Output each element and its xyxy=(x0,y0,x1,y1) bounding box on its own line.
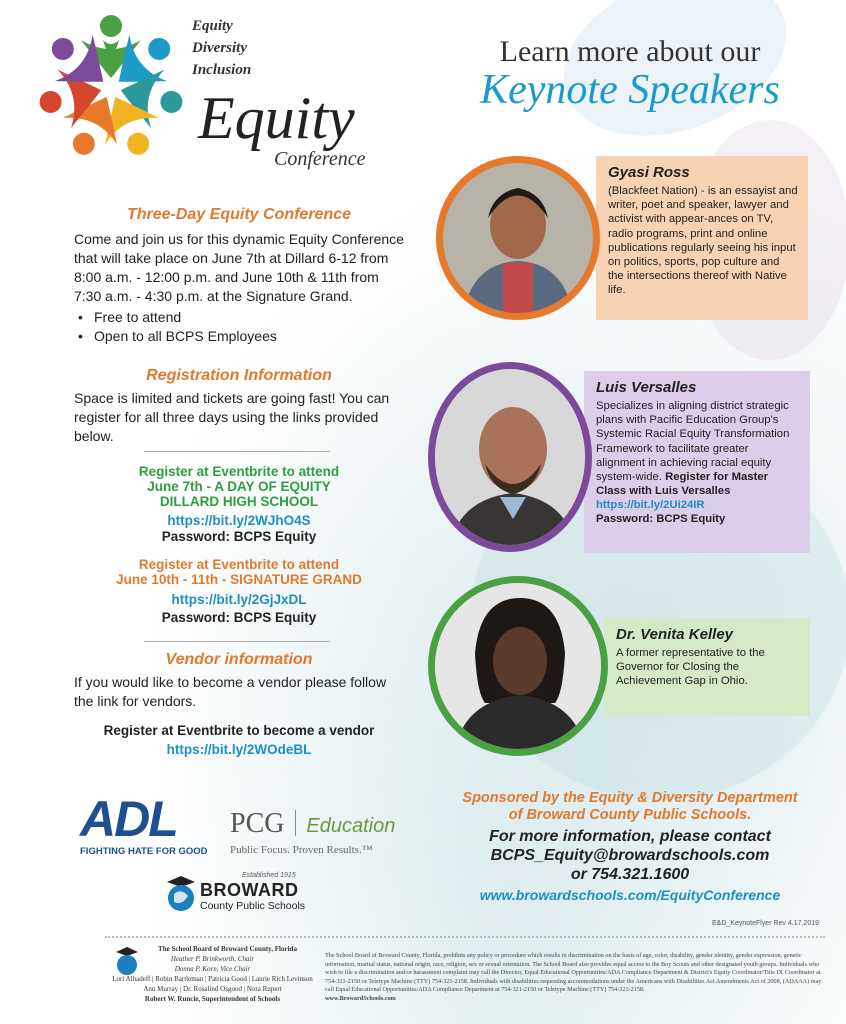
speaker-photo xyxy=(436,156,600,320)
dillard-password: Password: BCPS Equity xyxy=(161,529,317,544)
divider xyxy=(144,641,330,642)
speaker-bio-text: Specializes in aligning district strategic plans with Pacific Education Group's Systemic Racial Equity Transformation Framework to facilitate greater alignment in achieving racial equity system-wide. xyxy=(596,400,790,484)
nondiscrimination-notice xyxy=(325,952,825,1004)
signature-password: Password: BCPS Equity xyxy=(161,610,317,625)
footer-divider xyxy=(105,936,825,938)
people-circle-icon xyxy=(26,6,196,171)
portrait-placeholder-icon xyxy=(443,163,593,313)
adl-logo xyxy=(80,791,210,858)
signature-register-link[interactable]: https://bit.ly/2GjJxDL xyxy=(171,592,307,607)
dillard-register-line1: Register at Eventbrite to attend xyxy=(138,464,340,479)
logo-main-title: Equity xyxy=(198,85,355,151)
portrait-placeholder-icon xyxy=(435,583,601,749)
registration-body: Space is limited and tickets are going fast! You can register for all three days using the links provided below. xyxy=(74,390,390,444)
logo-conference-text: Conference xyxy=(274,148,366,170)
adl-wordmark: ADL xyxy=(80,791,177,847)
sponsor-line2: of Broward County Public Schools. xyxy=(508,807,752,823)
divider xyxy=(144,451,330,452)
master-class-link[interactable]: https://bit.ly/2Ui24IR xyxy=(596,499,705,512)
master-class-password: Password: BCPS Equity xyxy=(596,513,726,526)
superintendent: Robert W. Runcie, Superintendent of Schools xyxy=(144,995,281,1003)
bullet-item: • Open to all BCPS Employees xyxy=(74,327,404,346)
conference-bullets xyxy=(74,308,404,346)
contact-line: For more information, please contact xyxy=(489,828,771,845)
logo-inclusion-text: Inclusion xyxy=(192,62,252,78)
speaker-bio-card xyxy=(584,371,810,553)
vendor-body: If you would like to become a vendor please follow the link for vendors. xyxy=(74,674,387,709)
speaker-bio xyxy=(596,399,800,498)
broward-logo xyxy=(164,872,314,916)
dillard-register-line2: June 7th - A DAY OF EQUITY xyxy=(147,479,331,494)
logo-equity-text: Equity xyxy=(192,18,233,34)
notice-text: The School Board of Broward County, Florida, prohibits any policy or procedure which results in discrimination on the basis of age, color, disability, gender identity, gender expression, genetic information, marital status, national origin, race, religion, sex or sexual orientation. The School Board also provides equal access to the Boy Scouts and other designated youth groups. Individuals who wish to file a discrimination and/or harassment complaint may call the Director, Equal Educational Opportunities/ADA Compliance Department & District's Equity Coordinator/Title IX Coordinator at 754-321-2150 or Teletype Machine (TTY) 754-321-2158. Individuals with disabilities requesting accommodations under the Americans with Disabilities Act Amendments Act of 2008, (ADAAA) may call Equal Educational Opportunities/ADA Compliance Department at 754-321-2150 or Teletype Machine (TTY) 754-321-2158. xyxy=(325,952,822,994)
vendor-title: Vendor information xyxy=(165,651,313,668)
dillard-registration xyxy=(74,464,404,545)
speaker-name: Gyasi Ross xyxy=(608,164,690,181)
broward-subtitle: County Public Schools xyxy=(200,900,306,912)
board-members: Ann Murray | Dr. Rosalind Osgood | Nora Rupert xyxy=(143,985,282,993)
pcg-wordmark: PCG xyxy=(230,808,285,839)
registration-section xyxy=(74,367,404,446)
dillard-register-line3: DILLARD HIGH SCHOOL xyxy=(159,494,319,509)
speaker-photo xyxy=(428,576,608,756)
vendor-register-link[interactable]: https://bit.ly/2WOdeBL xyxy=(166,742,312,757)
conference-section xyxy=(74,206,404,346)
broward-established: Established 1915 xyxy=(242,872,296,879)
keynote-speakers-heading: Keynote Speakers xyxy=(480,67,780,113)
speaker-bio: A former representative to the Governor for Closing the Achievement Gap in Ohio. xyxy=(616,647,765,688)
website-link[interactable]: www.browardschools.com/EquityConference xyxy=(479,887,781,903)
speaker-bio: (Blackfeet Nation) - is an essayist and writer, poet and speaker, lawyer and activist with appear-ances on TV, radio programs, print and online publications regularly seeing his input on politics, sports, pop culture and the intersections thereof with Native life. xyxy=(608,185,798,297)
sponsor-line1: Sponsored by the Equity & Diversity Department xyxy=(462,790,798,806)
contact-email[interactable]: BCPS_Equity@browardschools.com xyxy=(490,847,770,864)
bullet-item: • Free to attend xyxy=(74,308,404,327)
learn-more-heading: Learn more about our xyxy=(499,35,761,68)
footer-url[interactable]: www.BrowardSchools.com xyxy=(325,994,396,1002)
signature-registration xyxy=(74,557,404,626)
dillard-register-link[interactable]: https://bit.ly/2WJhO4S xyxy=(167,513,311,528)
speaker-bio-card xyxy=(596,156,808,320)
board-chair: Heather P. Brinkworth, Chair xyxy=(170,955,255,963)
conference-title: Three-Day Equity Conference xyxy=(126,206,352,223)
speaker-name: Luis Versalles xyxy=(596,379,697,396)
logo-diversity-text: Diversity xyxy=(192,40,247,56)
broward-globe-icon xyxy=(164,874,198,912)
broward-wordmark: BROWARD xyxy=(200,880,299,900)
master-class-text: Register for Master Class with Luis Versalles xyxy=(596,471,769,498)
pcg-divider xyxy=(295,810,296,836)
board-vice-chair: Donna P. Korn, Vice Chair xyxy=(174,965,251,973)
speaker-bio-card xyxy=(604,618,810,716)
conference-body: Come and join us for this dynamic Equity Conference that will take place on June 7th at Dillard 6-12 from 8:00 a.m. - 12:00 p.m. and June 10th & 11th from 7:30 a.m. - 4:30 p.m. at the Signature Grand. xyxy=(74,231,404,304)
speaker-name: Dr. Venita Kelley xyxy=(616,626,733,643)
pcg-education-logo xyxy=(230,808,410,858)
portrait-placeholder-icon xyxy=(435,369,585,545)
registration-title: Registration Information xyxy=(146,367,332,384)
board-members: Lori Alhadeff | Robin Bartleman | Patricia Good | Laurie Rich Levinson xyxy=(112,975,313,983)
contact-phone: or 754.321.1600 xyxy=(570,866,690,883)
adl-tagline: FIGHTING HATE FOR GOOD xyxy=(80,846,208,857)
equity-conference-logo xyxy=(26,6,396,178)
pcg-education-text: Education xyxy=(306,815,396,837)
pcg-tagline: Public Focus. Proven Results.™ xyxy=(230,844,373,856)
signature-register-line1: Register at Eventbrite to attend xyxy=(138,557,340,572)
speaker-photo xyxy=(428,362,592,552)
signature-register-line2: June 10th - 11th - SIGNATURE GRAND xyxy=(116,572,362,587)
school-board-info xyxy=(110,944,315,1004)
revision-note: E&D_KeynoteFlyer Rev 4.17.2019 xyxy=(712,920,820,927)
vendor-section xyxy=(74,651,404,758)
vendor-register-text: Register at Eventbrite to become a vendor xyxy=(103,723,375,738)
board-title: The School Board of Broward County, Florida xyxy=(158,945,297,953)
